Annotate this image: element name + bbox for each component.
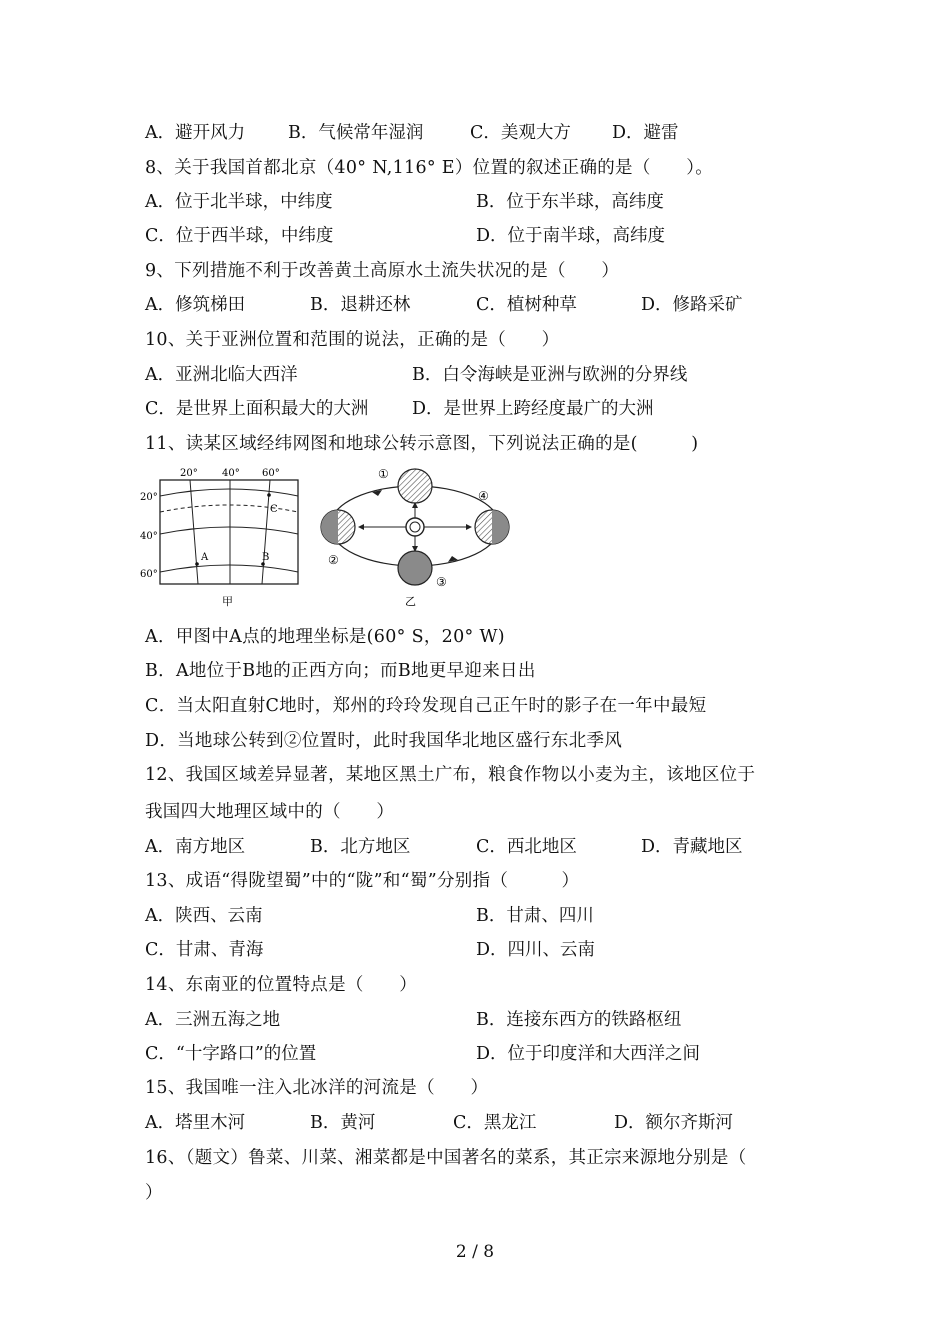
q11-stem: 11、读某区域经纬网图和地球公转示意图，下列说法正确的是( ) xyxy=(145,434,699,454)
yi-pos-1: ① xyxy=(378,467,389,481)
yi-earth-3 xyxy=(398,551,432,585)
q15-option-a: A．塔里木河 xyxy=(145,1113,246,1133)
q11-option-c: C．当太阳直射C地时，郑州的玲玲发现自己正午时的影子在一年中最短 xyxy=(145,696,707,716)
q14-stem: 14、东南亚的位置特点是（ ） xyxy=(145,975,418,995)
yi-earth-1 xyxy=(398,469,432,503)
q15-option-b: B．黄河 xyxy=(310,1113,376,1133)
yi-ray-right-arrow xyxy=(466,524,472,530)
jia-lat-label-60: 60° xyxy=(140,569,158,580)
q9-stem: 9、下列措施不利于改善黄土高原水土流失状况的是（ ） xyxy=(145,261,620,281)
jia-lon-label-20: 20° xyxy=(180,468,198,479)
q12-option-b: B．北方地区 xyxy=(310,837,411,857)
jia-point-a-dot xyxy=(195,562,199,566)
q9-option-c: C．植树种草 xyxy=(476,295,577,315)
jia-lat-20 xyxy=(160,489,298,496)
q14-option-b: B．连接东西方的铁路枢纽 xyxy=(476,1010,682,1030)
q13-stem: 13、成语“得陇望蜀”中的“陇”和“蜀”分别指（ ） xyxy=(145,871,580,891)
q14-option-a: A．三洲五海之地 xyxy=(145,1010,281,1030)
q12-option-a: A．南方地区 xyxy=(145,837,246,857)
yi-sun-core xyxy=(410,522,420,532)
yi-ray-left-arrow xyxy=(358,524,364,530)
q10-option-b: B．白令海峡是亚洲与欧洲的分界线 xyxy=(412,365,688,385)
yi-earth-4-night xyxy=(492,510,509,544)
q15-stem: 15、我国唯一注入北冰洋的河流是（ ） xyxy=(145,1078,489,1098)
q9-option-b: B．退耕还林 xyxy=(310,295,411,315)
q10-option-a: A．亚洲北临大西洋 xyxy=(145,365,298,385)
q11-figure-svg xyxy=(140,462,510,612)
jia-lat-label-20: 20° xyxy=(140,492,158,503)
q9-option-d: D．修路采矿 xyxy=(641,295,743,315)
q7-option-a: A．避开风力 xyxy=(145,123,246,143)
q15-option-d: D．额尔齐斯河 xyxy=(614,1113,734,1133)
q12-option-d: D．青藏地区 xyxy=(641,837,743,857)
q11-option-d: D．当地球公转到②位置时，此时我国华北地区盛行东北季风 xyxy=(145,731,623,751)
q16-stem-line1: 16、（题文）鲁菜、川菜、湘菜都是中国著名的菜系，其正宗来源地分别是（ xyxy=(145,1148,747,1168)
jia-lon-label-40: 40° xyxy=(222,468,240,479)
q16-stem-line2: ） xyxy=(145,1183,163,1203)
q12-stem-line2: 我国四大地理区域中的（ ） xyxy=(145,802,395,822)
q8-option-b: B．位于东半球，高纬度 xyxy=(476,192,664,212)
q14-option-c: C．“十字路口”的位置 xyxy=(145,1044,317,1064)
q10-option-c: C．是世界上面积最大的大洲 xyxy=(145,399,369,419)
q8-option-d: D．位于南半球，高纬度 xyxy=(476,226,666,246)
q9-option-a: A．修筑梯田 xyxy=(145,295,246,315)
yi-caption: 乙 xyxy=(405,595,416,608)
yi-pos-3: ③ xyxy=(436,575,447,589)
q12-option-c: C．西北地区 xyxy=(476,837,577,857)
q13-option-b: B．甘肃、四川 xyxy=(476,906,594,926)
q13-option-c: C．甘肃、青海 xyxy=(145,940,264,960)
q15-option-c: C．黑龙江 xyxy=(453,1113,537,1133)
yi-pos-2: ② xyxy=(328,553,339,567)
jia-lat-60 xyxy=(160,565,298,572)
jia-lon-20 xyxy=(190,480,198,584)
jia-lat-label-40: 40° xyxy=(140,531,158,542)
yi-revolution-diagram xyxy=(321,467,509,608)
q13-option-d: D．四川、云南 xyxy=(476,940,596,960)
jia-point-b-label: B xyxy=(262,552,270,563)
jia-lat-40 xyxy=(160,527,298,534)
q13-option-a: A．陕西、云南 xyxy=(145,906,263,926)
jia-caption: 甲 xyxy=(222,595,233,608)
q10-stem: 10、关于亚洲位置和范围的说法，正确的是（ ） xyxy=(145,330,560,350)
q8-option-a: A．位于北半球，中纬度 xyxy=(145,192,333,212)
q8-stem: 8、关于我国首都北京（40° N,116° E）位置的叙述正确的是（ ）。 xyxy=(145,158,714,178)
jia-lon-label-60: 60° xyxy=(262,468,280,479)
q11-option-b: B．A地位于B地的正西方向；而B地更早迎来日出 xyxy=(145,661,536,681)
jia-point-c-label: C xyxy=(270,504,278,515)
q14-option-d: D．位于印度洋和大西洋之间 xyxy=(476,1044,701,1064)
q8-option-c: C．位于西半球，中纬度 xyxy=(145,226,334,246)
jia-point-c-dot xyxy=(267,493,271,497)
q10-option-d: D．是世界上跨经度最广的大洲 xyxy=(412,399,654,419)
page-number: 2 / 8 xyxy=(455,1242,495,1262)
q7-option-d: D．避雷 xyxy=(612,123,679,143)
q11-option-a: A．甲图中A点的地理坐标是(60° S，20° W) xyxy=(145,627,505,647)
jia-graticule-map xyxy=(140,468,298,608)
q7-option-b: B．气候常年湿润 xyxy=(288,123,424,143)
q11-figure xyxy=(140,462,510,612)
yi-pos-4: ④ xyxy=(478,489,489,503)
yi-earth-2-night xyxy=(321,510,338,544)
jia-point-a-label: A xyxy=(201,552,209,563)
q7-option-c: C．美观大方 xyxy=(470,123,571,143)
q12-stem-line1: 12、我国区域差异显著，某地区黑土广布，粮食作物以小麦为主，该地区位于 xyxy=(145,765,756,785)
